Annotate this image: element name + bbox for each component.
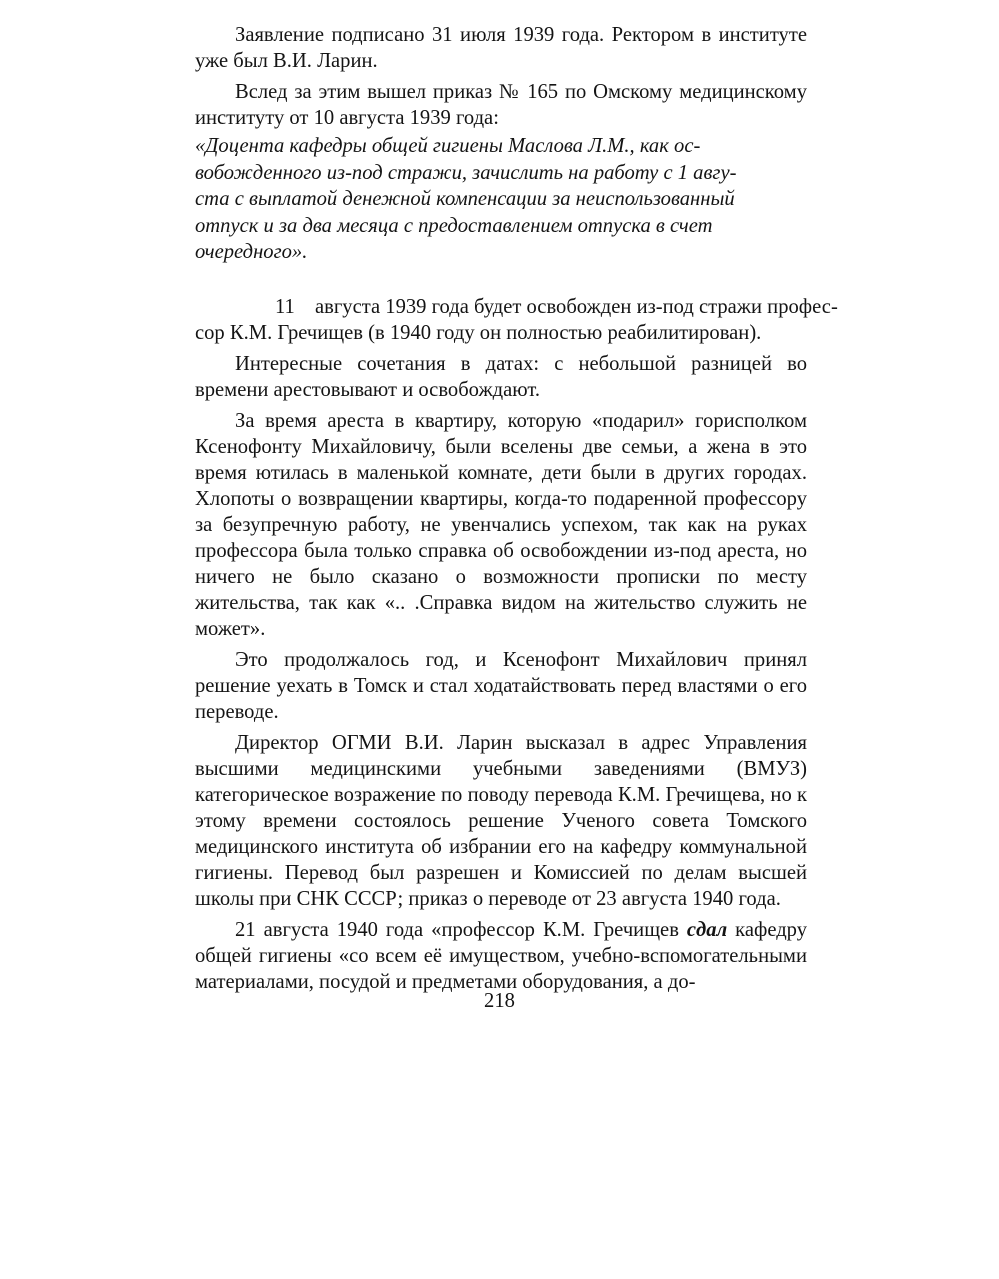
paragraph-gap bbox=[195, 266, 807, 294]
handover-emphasis: сдал bbox=[686, 918, 728, 941]
release-line-1 bbox=[195, 294, 838, 320]
paragraph-release-date bbox=[195, 294, 838, 346]
quote-line: «Доцента кафедры общей гигиены Маслова Л.М., как ос- bbox=[195, 135, 701, 157]
handover-text-start: 21 августа 1940 года «профессор К.М. Гречищев bbox=[235, 918, 687, 941]
release-text: августа 1939 года будет освобожден из-под стражи профес- bbox=[315, 295, 838, 318]
quote-line: отпуск и за два месяца с предоставлением отпуска в счет bbox=[195, 214, 713, 237]
paragraph-director-objection: Директор ОГМИ В.И. Ларин высказал в адрес Управления высшими медицинскими учебными заведениями (ВМУЗ) категорическое возражение по поводу перевода К.М. Гречищева, но к этому времени состоялось решение Ученого совета Томского медицинского института об избрании его на кафедру коммунальной гигиены. Перевод был разрешен и Комиссией по делам высшей школы при СНК СССР; приказ о переводе от 23 августа 1940 года. bbox=[195, 731, 807, 910]
paragraph-move-tomsk: Это продолжалось год, и Ксенофонт Михайлович принял решение уехать в Томск и стал ходатайствовать перед властями о его переводе. bbox=[195, 648, 807, 723]
handover-text-end: кафедру общей гигиены «со всем её имуществом, учебно-вспомогательными материалами, посудой и предметами оборудования, а до- bbox=[195, 918, 807, 993]
page-number: 218 bbox=[484, 990, 515, 1012]
paragraph-date-coincidence: Интересные сочетания в датах: с небольшой разницей во времени арестовывают и освобождают. bbox=[195, 352, 807, 401]
release-line-2: сор К.М. Гречищев (в 1940 году он полностью реабилитирован). bbox=[195, 321, 762, 344]
order-quote bbox=[195, 133, 807, 266]
paragraph-handover bbox=[195, 917, 807, 995]
paragraph-order-165: Вслед за этим вышел приказ № 165 по Омскому медицинскому институту от 10 августа 1939 года: bbox=[195, 81, 807, 129]
page-body bbox=[195, 22, 838, 1000]
paragraph-statement-signed: Заявление подписано 31 июля 1939 года. Ректором в институте уже был В.И. Ларин. bbox=[195, 24, 807, 72]
release-day: 11 bbox=[275, 295, 295, 318]
paragraph-apartment: За время ареста в квартиру, которую «подарил» горисполком Ксенофонту Михайловичу, были вселены две семьи, а жена в это время ютилась в маленькой комнате, дети были в других городах. Хлопоты о возвращении квартиры, когда-то подаренной профессору за безупречную работу, не увенчались успехом, так как на руках профессора была только справка об освобождении из-под ареста, но ничего не было сказано о возможности прописки по месту жительства, так как «.. .Справка видом на жительство служить не может». bbox=[195, 409, 807, 640]
quote-line: ста с выплатой денежной компенсации за неиспользованный bbox=[195, 188, 735, 210]
quote-line: вобожденного из-под стражи, зачислить на работу с 1 авгу- bbox=[195, 161, 737, 184]
quote-line: очередного». bbox=[195, 241, 308, 263]
